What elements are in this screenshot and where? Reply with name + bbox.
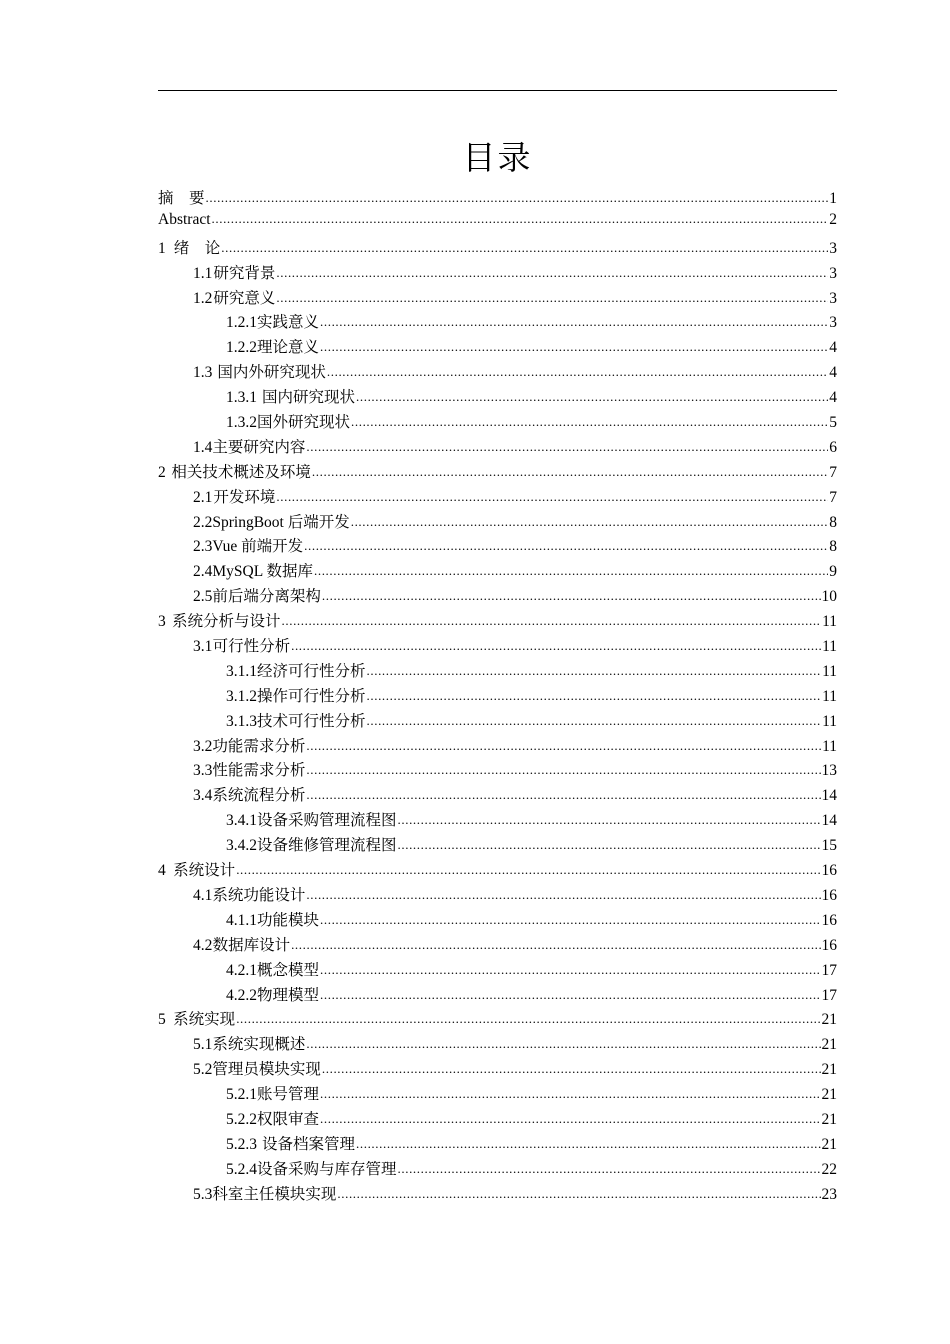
- dot-leader: [221, 239, 828, 257]
- toc-entry-number: 5.2.1: [226, 1086, 257, 1104]
- toc-entry[interactable]: [158, 211, 837, 236]
- toc-entry[interactable]: [158, 186, 837, 211]
- dot-leader: [367, 662, 822, 680]
- toc-entry-number: 4: [158, 862, 166, 880]
- toc-entry-title: 绪 论: [173, 239, 221, 257]
- toc-entry-title: 系统设计: [173, 862, 236, 880]
- dot-leader: [356, 388, 828, 406]
- toc-entry[interactable]: [158, 808, 837, 833]
- toc-entry-title: 研究背景: [213, 264, 276, 282]
- toc-entry-number: 3.1.1: [226, 662, 257, 680]
- toc-entry-number: 2.5: [193, 588, 213, 606]
- toc-entry-title: 数据库设计: [212, 936, 291, 954]
- header-rule: [158, 90, 837, 91]
- toc-entry[interactable]: [158, 684, 837, 709]
- toc-entry-title: 系统实现概述: [212, 1036, 306, 1054]
- dot-leader: [306, 786, 820, 804]
- toc-entry-title: 开发环境: [213, 488, 276, 506]
- toc-entry-number: 2.3: [193, 538, 213, 556]
- toc-entry-number: 3.3: [193, 762, 213, 780]
- page-title: 目录: [462, 138, 533, 177]
- toc-entry[interactable]: [158, 833, 837, 858]
- toc-entry[interactable]: [158, 1132, 837, 1157]
- toc-entry-page: 16: [821, 862, 837, 880]
- toc-entry-number: 5.2: [193, 1061, 213, 1079]
- toc-entry-number: 5.2.4: [226, 1160, 257, 1178]
- toc-entry-page: 6: [829, 438, 837, 456]
- toc-entry-page: 17: [821, 986, 837, 1004]
- toc-entry-page: 23: [821, 1185, 837, 1203]
- toc-entry-page: 11: [822, 712, 837, 730]
- toc-entry[interactable]: [158, 858, 837, 883]
- dot-leader: [398, 811, 821, 829]
- toc-entry-number: 3.1: [193, 638, 213, 656]
- toc-entry[interactable]: [158, 460, 837, 485]
- toc-entry-title: 账号管理: [257, 1086, 320, 1104]
- dot-leader: [320, 1110, 820, 1128]
- toc-entry[interactable]: [158, 758, 837, 783]
- dot-leader: [276, 488, 828, 506]
- toc-entry-number: 3.2: [193, 737, 213, 755]
- toc-entry[interactable]: [158, 584, 837, 609]
- dot-leader: [312, 463, 828, 481]
- toc-entry-title: 国内外研究现状: [217, 364, 326, 382]
- toc-entry-title: 主要研究内容: [212, 438, 306, 456]
- toc-entry-title: 系统实现: [173, 1011, 236, 1029]
- toc-entry-page: 16: [821, 936, 837, 954]
- dot-leader: [320, 313, 828, 331]
- dot-leader: [320, 986, 820, 1004]
- toc-entry-title: 设备采购与库存管理: [257, 1160, 397, 1178]
- toc-entry[interactable]: [158, 559, 837, 584]
- toc-entry-title: 设备档案管理: [262, 1135, 356, 1153]
- toc-entry-page: 16: [821, 886, 837, 904]
- toc-entry-title: 相关技术概述及环境: [171, 463, 311, 481]
- toc-entry-number: 5.2.3: [226, 1135, 257, 1153]
- toc-entry-page: 21: [821, 1110, 837, 1128]
- toc-entry[interactable]: [158, 435, 837, 460]
- toc-entry-title: 可行性分析: [212, 638, 291, 656]
- dot-leader: [322, 587, 821, 605]
- toc-entry[interactable]: [158, 1107, 837, 1132]
- toc-entry-page: 9: [829, 563, 837, 581]
- dot-leader: [320, 961, 820, 979]
- dot-leader: [236, 1010, 820, 1028]
- toc-entry-title: Abstract: [158, 210, 211, 228]
- toc-entry-title: 设备采购管理流程图: [257, 812, 397, 830]
- toc-entry[interactable]: [158, 335, 837, 360]
- table-of-contents: [158, 186, 837, 1207]
- toc-entry[interactable]: [158, 1007, 837, 1032]
- toc-entry[interactable]: [158, 958, 837, 983]
- toc-entry[interactable]: [158, 286, 837, 311]
- toc-entry[interactable]: [158, 310, 837, 335]
- toc-entry-title: 系统功能设计: [212, 886, 306, 904]
- dot-leader: [306, 886, 820, 904]
- toc-entry[interactable]: [158, 261, 837, 286]
- dot-leader: [306, 438, 828, 456]
- toc-entry-title: 摘 要: [158, 190, 205, 207]
- toc-entry-number: 1.2.1: [226, 314, 257, 332]
- toc-entry[interactable]: [158, 983, 837, 1008]
- toc-entry-page: 5: [829, 414, 837, 432]
- toc-entry-number: 3.4.1: [226, 812, 257, 830]
- toc-entry-number: 3.4.2: [226, 837, 257, 855]
- toc-entry-number: 3.1.3: [226, 712, 257, 730]
- toc-entry-number: 1.4: [193, 438, 213, 456]
- toc-entry-title: 功能模块: [257, 911, 320, 929]
- dot-leader: [291, 637, 821, 655]
- toc-entry[interactable]: [158, 385, 837, 410]
- dot-leader: [398, 1160, 821, 1178]
- toc-entry[interactable]: [158, 659, 837, 684]
- toc-entry-title: 理论意义: [257, 339, 320, 357]
- toc-entry-number: 5.1: [193, 1036, 213, 1054]
- toc-entry-page: 21: [821, 1011, 837, 1029]
- toc-entry[interactable]: [158, 410, 837, 435]
- dot-leader: [320, 911, 820, 929]
- toc-entry-page: 16: [821, 911, 837, 929]
- toc-entry[interactable]: [158, 510, 837, 535]
- toc-entry-page: 3: [829, 289, 837, 307]
- dot-leader: [291, 936, 820, 954]
- toc-entry[interactable]: [158, 933, 837, 958]
- dot-leader: [351, 513, 829, 531]
- toc-entry-page: 7: [829, 463, 837, 481]
- toc-entry-page: 21: [821, 1036, 837, 1054]
- dot-leader: [206, 189, 829, 207]
- dot-leader: [367, 712, 822, 730]
- toc-entry[interactable]: [158, 908, 837, 933]
- toc-entry-title: 系统流程分析: [212, 787, 306, 805]
- toc-entry-page: 15: [821, 837, 837, 855]
- toc-entry[interactable]: [158, 783, 837, 808]
- toc-entry-title: MySQL 数据库: [212, 563, 313, 581]
- dot-leader: [212, 210, 829, 228]
- toc-entry[interactable]: [158, 1057, 837, 1082]
- toc-entry[interactable]: [158, 1157, 837, 1182]
- toc-entry-title: 管理员模块实现: [212, 1061, 321, 1079]
- dot-leader: [320, 338, 828, 356]
- dot-leader: [304, 537, 828, 555]
- toc-entry-title: 操作可行性分析: [257, 687, 366, 705]
- dot-leader: [356, 1135, 820, 1153]
- toc-entry-title: 国外研究现状: [257, 414, 351, 432]
- dot-leader: [276, 264, 828, 282]
- dot-leader: [236, 861, 820, 879]
- toc-entry-page: 11: [822, 687, 837, 705]
- dot-leader: [314, 562, 828, 580]
- toc-entry[interactable]: [158, 485, 837, 510]
- toc-entry-page: 11: [822, 662, 837, 680]
- toc-entry-page: 14: [821, 812, 837, 830]
- toc-entry-title: 科室主任模块实现: [212, 1185, 337, 1203]
- toc-entry-number: 1.3.1: [226, 389, 257, 407]
- toc-entry-page: 17: [821, 961, 837, 979]
- toc-entry-title: 前后端分离架构: [212, 588, 321, 606]
- toc-entry-number: 2: [158, 463, 166, 481]
- toc-entry-page: 4: [829, 339, 837, 357]
- toc-entry-title: 实践意义: [257, 314, 320, 332]
- toc-entry[interactable]: [158, 609, 837, 634]
- toc-entry-number: 3: [158, 613, 166, 631]
- toc-entry-page: 2: [829, 210, 837, 228]
- toc-entry-page: 7: [829, 488, 837, 506]
- toc-entry[interactable]: [158, 734, 837, 759]
- toc-entry[interactable]: [158, 534, 837, 559]
- toc-entry-page: 8: [829, 513, 837, 531]
- toc-entry-title: 研究意义: [213, 289, 276, 307]
- toc-entry[interactable]: [158, 634, 837, 659]
- toc-entry-number: 5.3: [193, 1185, 213, 1203]
- toc-entry-title: SpringBoot 后端开发: [212, 513, 350, 531]
- toc-entry-number: 3.1.2: [226, 687, 257, 705]
- dot-leader: [320, 1085, 820, 1103]
- dot-leader: [276, 289, 828, 307]
- toc-entry-title: 性能需求分析: [212, 762, 306, 780]
- toc-entry-page: 11: [822, 638, 837, 656]
- toc-entry-number: 1.3.2: [226, 414, 257, 432]
- toc-entry-number: 1.2: [193, 289, 213, 307]
- toc-entry[interactable]: [158, 709, 837, 734]
- toc-entry-title: 功能需求分析: [212, 737, 306, 755]
- toc-entry-title: 权限审查: [257, 1110, 320, 1128]
- toc-entry-page: 11: [822, 613, 837, 631]
- toc-entry-number: 5: [158, 1011, 166, 1029]
- toc-entry-page: 21: [821, 1086, 837, 1104]
- toc-entry-title: 技术可行性分析: [257, 712, 366, 730]
- toc-entry-page: 22: [821, 1160, 837, 1178]
- toc-entry-page: 10: [821, 588, 837, 606]
- toc-entry-number: 4.1: [193, 886, 213, 904]
- toc-entry-title: 设备维修管理流程图: [257, 837, 397, 855]
- toc-entry-number: 3.4: [193, 787, 213, 805]
- dot-leader: [282, 612, 822, 630]
- toc-entry-page: 21: [821, 1061, 837, 1079]
- dot-leader: [351, 413, 828, 431]
- toc-entry-title: Vue 前端开发: [212, 538, 304, 556]
- toc-entry-title: 国内研究现状: [262, 389, 356, 407]
- toc-entry-number: 1.1: [193, 264, 213, 282]
- toc-entry-page: 8: [829, 538, 837, 556]
- toc-entry-page: 13: [821, 762, 837, 780]
- dot-leader: [327, 363, 828, 381]
- toc-entry-number: 4.2.1: [226, 961, 257, 979]
- toc-entry-page: 3: [829, 264, 837, 282]
- toc-entry-number: 1: [158, 239, 166, 257]
- toc-entry-page: 1: [829, 190, 837, 207]
- toc-entry-page: 11: [822, 737, 837, 755]
- toc-entry[interactable]: [158, 883, 837, 908]
- toc-entry-title: 概念模型: [257, 961, 320, 979]
- toc-entry-title: 经济可行性分析: [257, 662, 366, 680]
- toc-entry-number: 2.2: [193, 513, 213, 531]
- toc-entry-page: 4: [829, 364, 837, 382]
- toc-entry-number: 4.1.1: [226, 911, 257, 929]
- toc-entry-page: 14: [821, 787, 837, 805]
- dot-leader: [306, 737, 821, 755]
- dot-leader: [337, 1185, 820, 1203]
- toc-entry-number: 2.1: [193, 488, 213, 506]
- toc-entry-page: 4: [829, 389, 837, 407]
- dot-leader: [306, 1035, 820, 1053]
- toc-entry-page: 3: [829, 314, 837, 332]
- toc-entry-page: 3: [829, 239, 837, 257]
- toc-entry[interactable]: [158, 1182, 837, 1207]
- toc-entry[interactable]: [158, 360, 837, 385]
- toc-entry-number: 2.4: [193, 563, 213, 581]
- toc-entry[interactable]: [158, 1032, 837, 1057]
- dot-leader: [367, 687, 822, 705]
- dot-leader: [398, 836, 821, 854]
- toc-entry-number: 4.2.2: [226, 986, 257, 1004]
- toc-entry-number: 1.2.2: [226, 339, 257, 357]
- toc-entry-page: 21: [821, 1135, 837, 1153]
- toc-entry-number: 4.2: [193, 936, 213, 954]
- toc-entry-title: 物理模型: [257, 986, 320, 1004]
- toc-entry-number: 5.2.2: [226, 1110, 257, 1128]
- toc-entry-number: 1.3: [193, 364, 213, 382]
- toc-entry[interactable]: [158, 236, 837, 261]
- dot-leader: [306, 761, 820, 779]
- toc-entry[interactable]: [158, 1082, 837, 1107]
- dot-leader: [322, 1060, 821, 1078]
- toc-entry-title: 系统分析与设计: [172, 613, 281, 631]
